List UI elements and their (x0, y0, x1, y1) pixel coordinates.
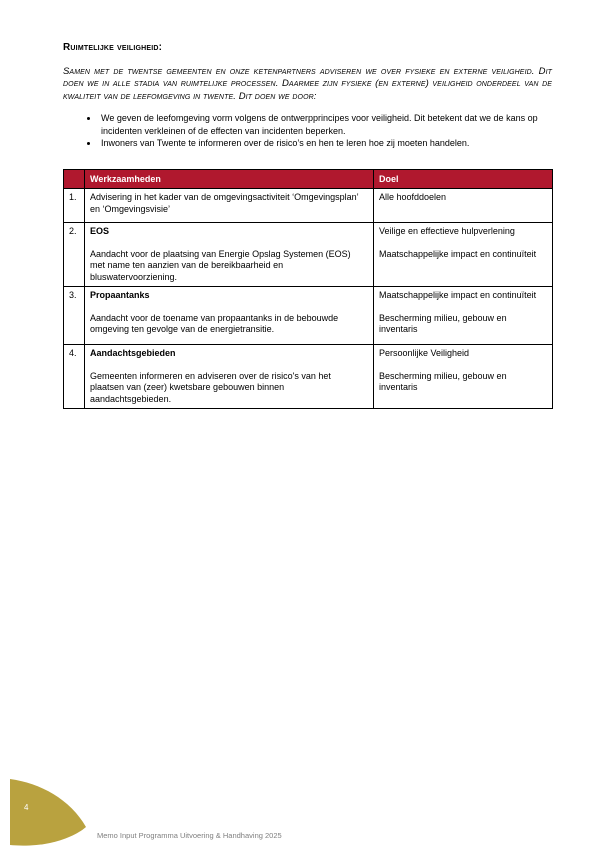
cell-doel-text: Bescherming milieu, gebouw en inventaris (379, 370, 507, 393)
table-row (64, 223, 553, 287)
cell-doel (374, 223, 553, 287)
cell-doel-text: Bescherming milieu, gebouw en inventaris (379, 312, 507, 335)
cell-title-text: EOS (90, 226, 110, 237)
cell-title-text: Aandachtsgebieden (90, 348, 176, 359)
cell-title-text: Propaantanks (90, 290, 150, 301)
bullet-item: • We geven de leefomgeving vorm volgens de ontwerpprincipes voor veiligheid. Dit betekent dat we de kans op incidenten verkleinen of de effecten van incidenten beperken. (99, 112, 552, 138)
cell-doel-text: Alle hoofddoelen (379, 192, 447, 203)
cell-werkzaamheden (85, 287, 374, 345)
bullet-item: • Inwoners van Twente te informeren over de risico’s en hen te leren hoe zij moeten handelen. (99, 137, 552, 150)
cell-doel-text: Veilige en effectieve hulpverlening (379, 226, 515, 237)
werkzaamheden-table (63, 169, 553, 409)
cell-body-text: Aandacht voor de toename van propaantanks in de bebouwde omgeving ten gevolge van de energietransitie. (90, 312, 339, 335)
cell-doel-text: Maatschappelijke impact en continuïteit (379, 248, 537, 259)
header-cell-werkzaamheden: Werkzaamheden (85, 170, 374, 189)
page-content (63, 42, 552, 409)
cell-doel (374, 189, 553, 223)
table-row (64, 287, 553, 345)
header-cell-doel: Doel (374, 170, 553, 189)
section-heading: Ruimtelijke veiligheid: (63, 42, 163, 53)
table-row (64, 345, 553, 409)
cell-number: 2. (64, 223, 85, 287)
cell-werkzaamheden (85, 345, 374, 409)
header-cell-empty (64, 170, 85, 189)
intro-paragraph: Samen met de twentse gemeenten en onze ketenpartners adviseren we over fysieke en externe veiligheid. Dit doen we in alle stadia van ruimtelijke processen. Daarmee zijn fysieke (en externe) veiligheid onderdeel van de kwaliteit van de leefomgeving in twente. Dit doen we door: (63, 66, 552, 102)
cell-body-text: Aandacht voor de plaatsing van Energie Opslag Systemen (EOS) met name ten aanzien van de bereikbaarheid en bluswatervoorziening. (90, 248, 351, 282)
footer-text: Memo Input Programma Uitvoering & Handhaving 2025 (97, 831, 282, 840)
page-number: 4 (24, 803, 29, 812)
cell-body-text: Advisering in het kader van de omgevingsactiviteit ‘Omgevingsplan’ en ‘Omgevingsvisie’ (90, 192, 359, 214)
cell-doel (374, 287, 553, 345)
cell-werkzaamheden (85, 223, 374, 287)
table-row (64, 189, 553, 223)
cell-doel-text: Persoonlijke Veiligheid (379, 348, 470, 359)
cell-body-text: Gemeenten informeren en adviseren over de risico's van het plaatsen van (zeer) kwetsbare gebouwen binnen aandachtsgebieden. (90, 370, 331, 404)
cell-number: 1. (64, 189, 85, 223)
cell-number: 4. (64, 345, 85, 409)
footer-corner-path (10, 779, 86, 846)
cell-number: 3. (64, 287, 85, 345)
cell-doel (374, 345, 553, 409)
cell-doel-text: Maatschappelijke impact en continuïteit (379, 290, 537, 301)
table-header-row (64, 170, 553, 189)
bullet-list (63, 112, 552, 150)
footer-corner-shape (0, 776, 100, 849)
cell-werkzaamheden (85, 189, 374, 223)
